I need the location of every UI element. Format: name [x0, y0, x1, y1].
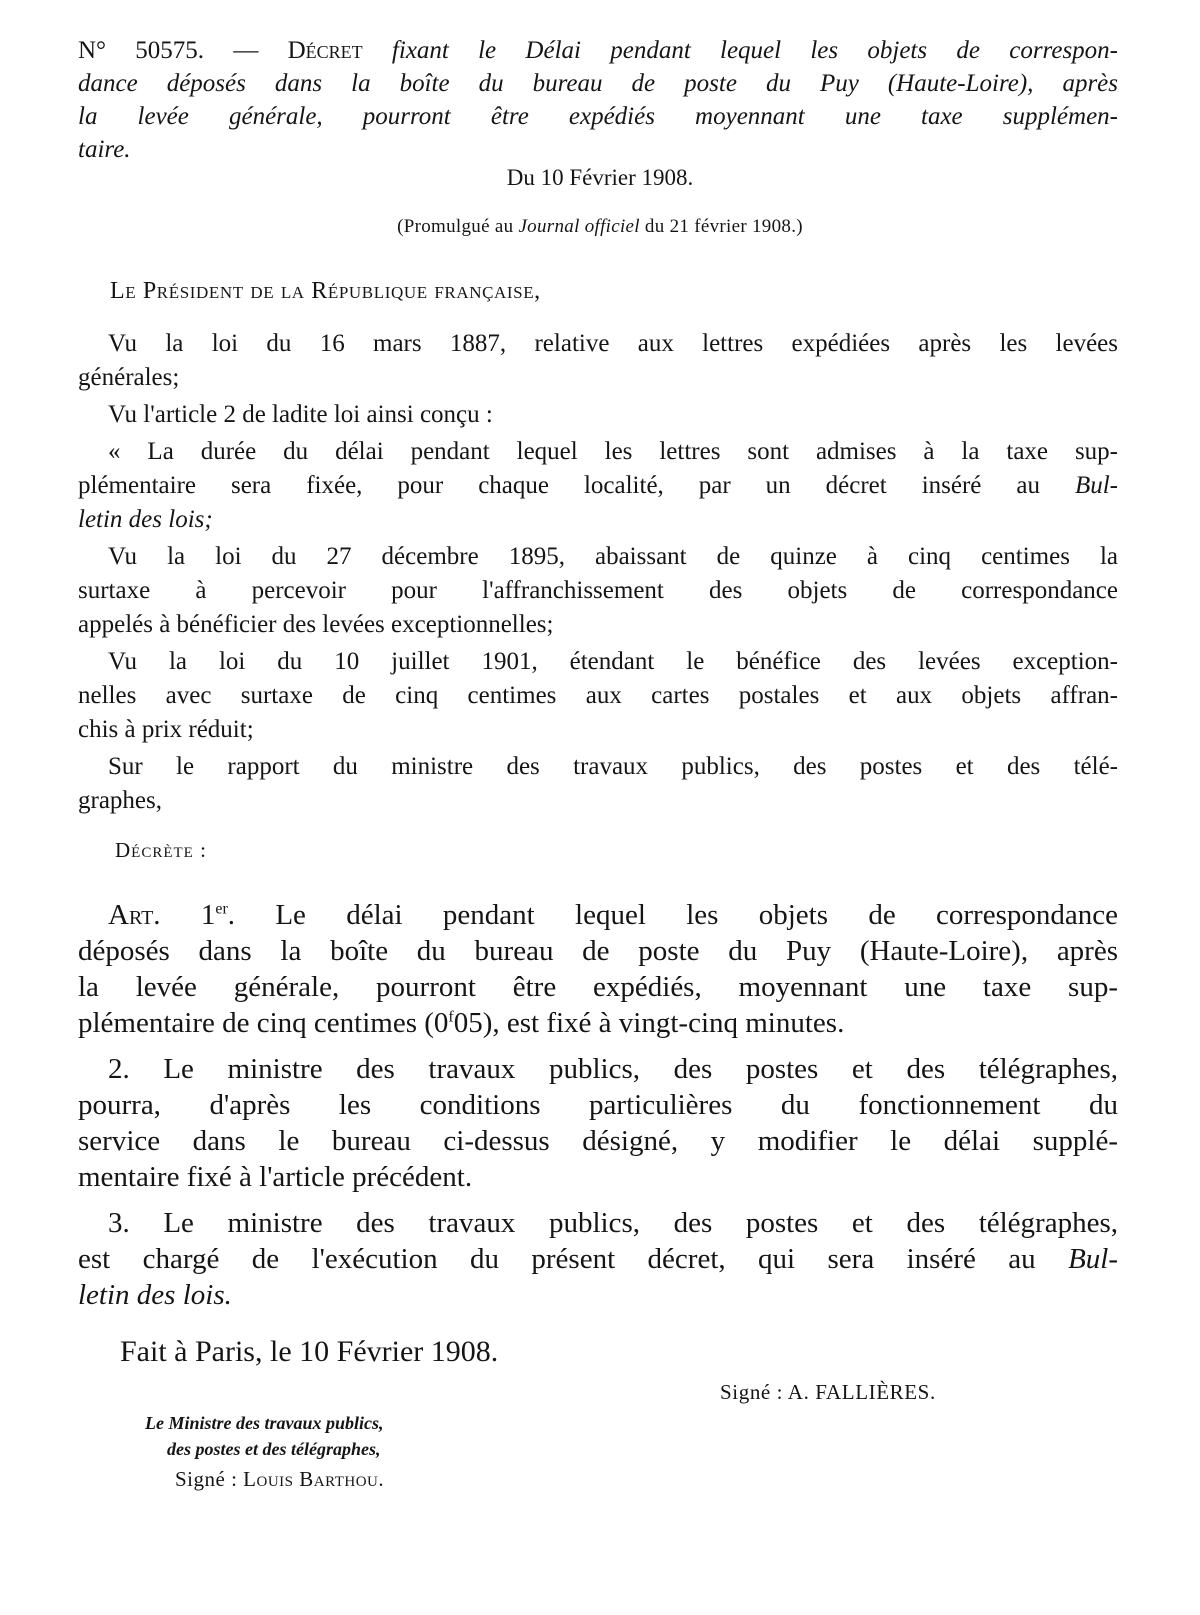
decree-number: N° 50575. — — [78, 37, 259, 64]
considerant-line: Vu la loi du 10 juillet 1901, étendant le bénéfice des levées exception- — [108, 648, 1118, 675]
article-line: service dans le bureau ci-dessus désigné, y modifier le délai supplé- — [78, 1125, 1118, 1157]
president-heading: Le Président de la République française, — [110, 278, 541, 304]
considerant-line: surtaxe à percevoir pour l'affranchissement des objets de correspondance — [78, 577, 1118, 604]
decree-date: Du 10 Février 1908. — [506, 165, 694, 190]
bulletin-italic: Bul- — [1074, 472, 1118, 499]
minister-title-line: Le Ministre des travaux publics, — [145, 1413, 384, 1433]
article-text: Le ministre des travaux publics, des postes et des télégraphes, — [163, 1207, 1118, 1239]
article-line — [78, 1241, 1118, 1277]
title-line-2: dance déposés dans la boîte du bureau de poste du Puy (Haute-Loire), après — [78, 70, 1118, 97]
considerant-line: appelés à bénéficier des levées exceptionnelles; — [78, 611, 554, 638]
considerant-line — [78, 503, 1118, 537]
articles — [78, 897, 1118, 1323]
article-text: 05), est fixé à vingt-cinq minutes. — [453, 1007, 845, 1039]
title-line-4: taire. — [78, 136, 131, 163]
journal-officiel: Journal officiel — [518, 216, 640, 237]
promulgation-before: (Promulgué au — [397, 216, 519, 237]
considerant-line: Vu l'article 2 de ladite loi ainsi conçu : — [108, 401, 493, 428]
minister-title — [145, 1410, 384, 1462]
minister-title-line: des postes et des télégraphes, — [167, 1439, 381, 1459]
article-line: déposés dans la boîte du bureau de poste du Puy (Haute-Loire), après — [78, 935, 1118, 967]
article-line — [78, 1005, 1118, 1041]
signature-prefix: Signé : — [175, 1467, 244, 1491]
article-label: Art. 1 — [108, 899, 216, 931]
article-1 — [78, 897, 1118, 1041]
bulletin-italic: letin des lois. — [78, 1279, 232, 1311]
considerants — [78, 327, 1118, 821]
minister-name: Louis Barthou. — [243, 1467, 385, 1491]
considerant-line: générales; — [78, 364, 180, 391]
article-text: Le ministre des travaux publics, des postes et des télégraphes, — [163, 1053, 1118, 1085]
title-line-1 — [78, 34, 1118, 67]
article-line: pourra, d'après les conditions particulières du fonctionnement du — [78, 1089, 1118, 1121]
considerant-5 — [78, 645, 1118, 747]
article-line — [78, 1277, 1118, 1313]
considerant-line: nelles avec surtaxe de cinq centimes aux cartes postales et aux objets affran- — [78, 682, 1118, 709]
bulletin-italic: Bul- — [1068, 1243, 1118, 1275]
signature-minister — [175, 1467, 384, 1492]
fait-a-paris: Fait à Paris, le 10 Février 1908. — [120, 1335, 499, 1368]
considerant-2 — [78, 398, 1118, 432]
article-sup: f — [448, 1008, 454, 1026]
article-text: plémentaire de cinq centimes (0 — [78, 1007, 449, 1039]
promulgation-note — [0, 216, 1200, 238]
article-text: . Le délai pendant lequel les objets de correspondance — [227, 899, 1118, 931]
decrete-heading: Décrète : — [115, 838, 207, 862]
article-line: mentaire fixé à l'article précédent. — [78, 1161, 473, 1193]
considerant-6 — [78, 750, 1118, 818]
article-2 — [78, 1051, 1118, 1195]
signature-president: Signé : A. FALLIÈRES. — [720, 1380, 936, 1404]
article-3 — [78, 1205, 1118, 1313]
article-line: la levée générale, pourront être expédiés, moyennant une taxe sup- — [78, 971, 1118, 1003]
title-line-3: la levée générale, pourront être expédiés moyennant une taxe supplémen- — [78, 103, 1118, 130]
considerant-line: graphes, — [78, 787, 162, 814]
decret-word: Décret — [287, 37, 363, 64]
bulletin-italic: letin des lois; — [78, 506, 213, 533]
decree-title — [78, 34, 1118, 166]
considerant-line — [78, 469, 1118, 503]
article-sup: er — [215, 900, 228, 918]
considerant-text: plémentaire sera fixée, pour chaque localité, par un décret inséré au — [78, 472, 1075, 499]
considerant-4 — [78, 540, 1118, 642]
considerant-line: Vu la loi du 27 décembre 1895, abaissant de quinze à cinq centimes la — [108, 543, 1118, 570]
article-label: 3. — [108, 1207, 130, 1239]
title-text-1: fixant le Délai pendant lequel les objets de correspon- — [391, 37, 1118, 64]
article-line — [78, 897, 1118, 933]
article-text: est chargé de l'exécution du présent décret, qui sera inséré au — [78, 1243, 1069, 1275]
considerant-line: Vu la loi du 16 mars 1887, relative aux lettres expédiées après les levées — [108, 330, 1118, 357]
considerant-1 — [78, 327, 1118, 395]
article-label: 2. — [108, 1053, 130, 1085]
promulgation-after: du 21 février 1908.) — [639, 216, 803, 237]
article-line — [78, 1051, 1118, 1087]
considerant-line: « La durée du délai pendant lequel les lettres sont admises à la taxe sup- — [108, 438, 1118, 465]
considerant-3-quote — [78, 435, 1118, 537]
considerant-line: chis à prix réduit; — [78, 716, 254, 743]
considerant-line: Sur le rapport du ministre des travaux publics, des postes et des télé- — [108, 753, 1118, 780]
article-line — [78, 1205, 1118, 1241]
